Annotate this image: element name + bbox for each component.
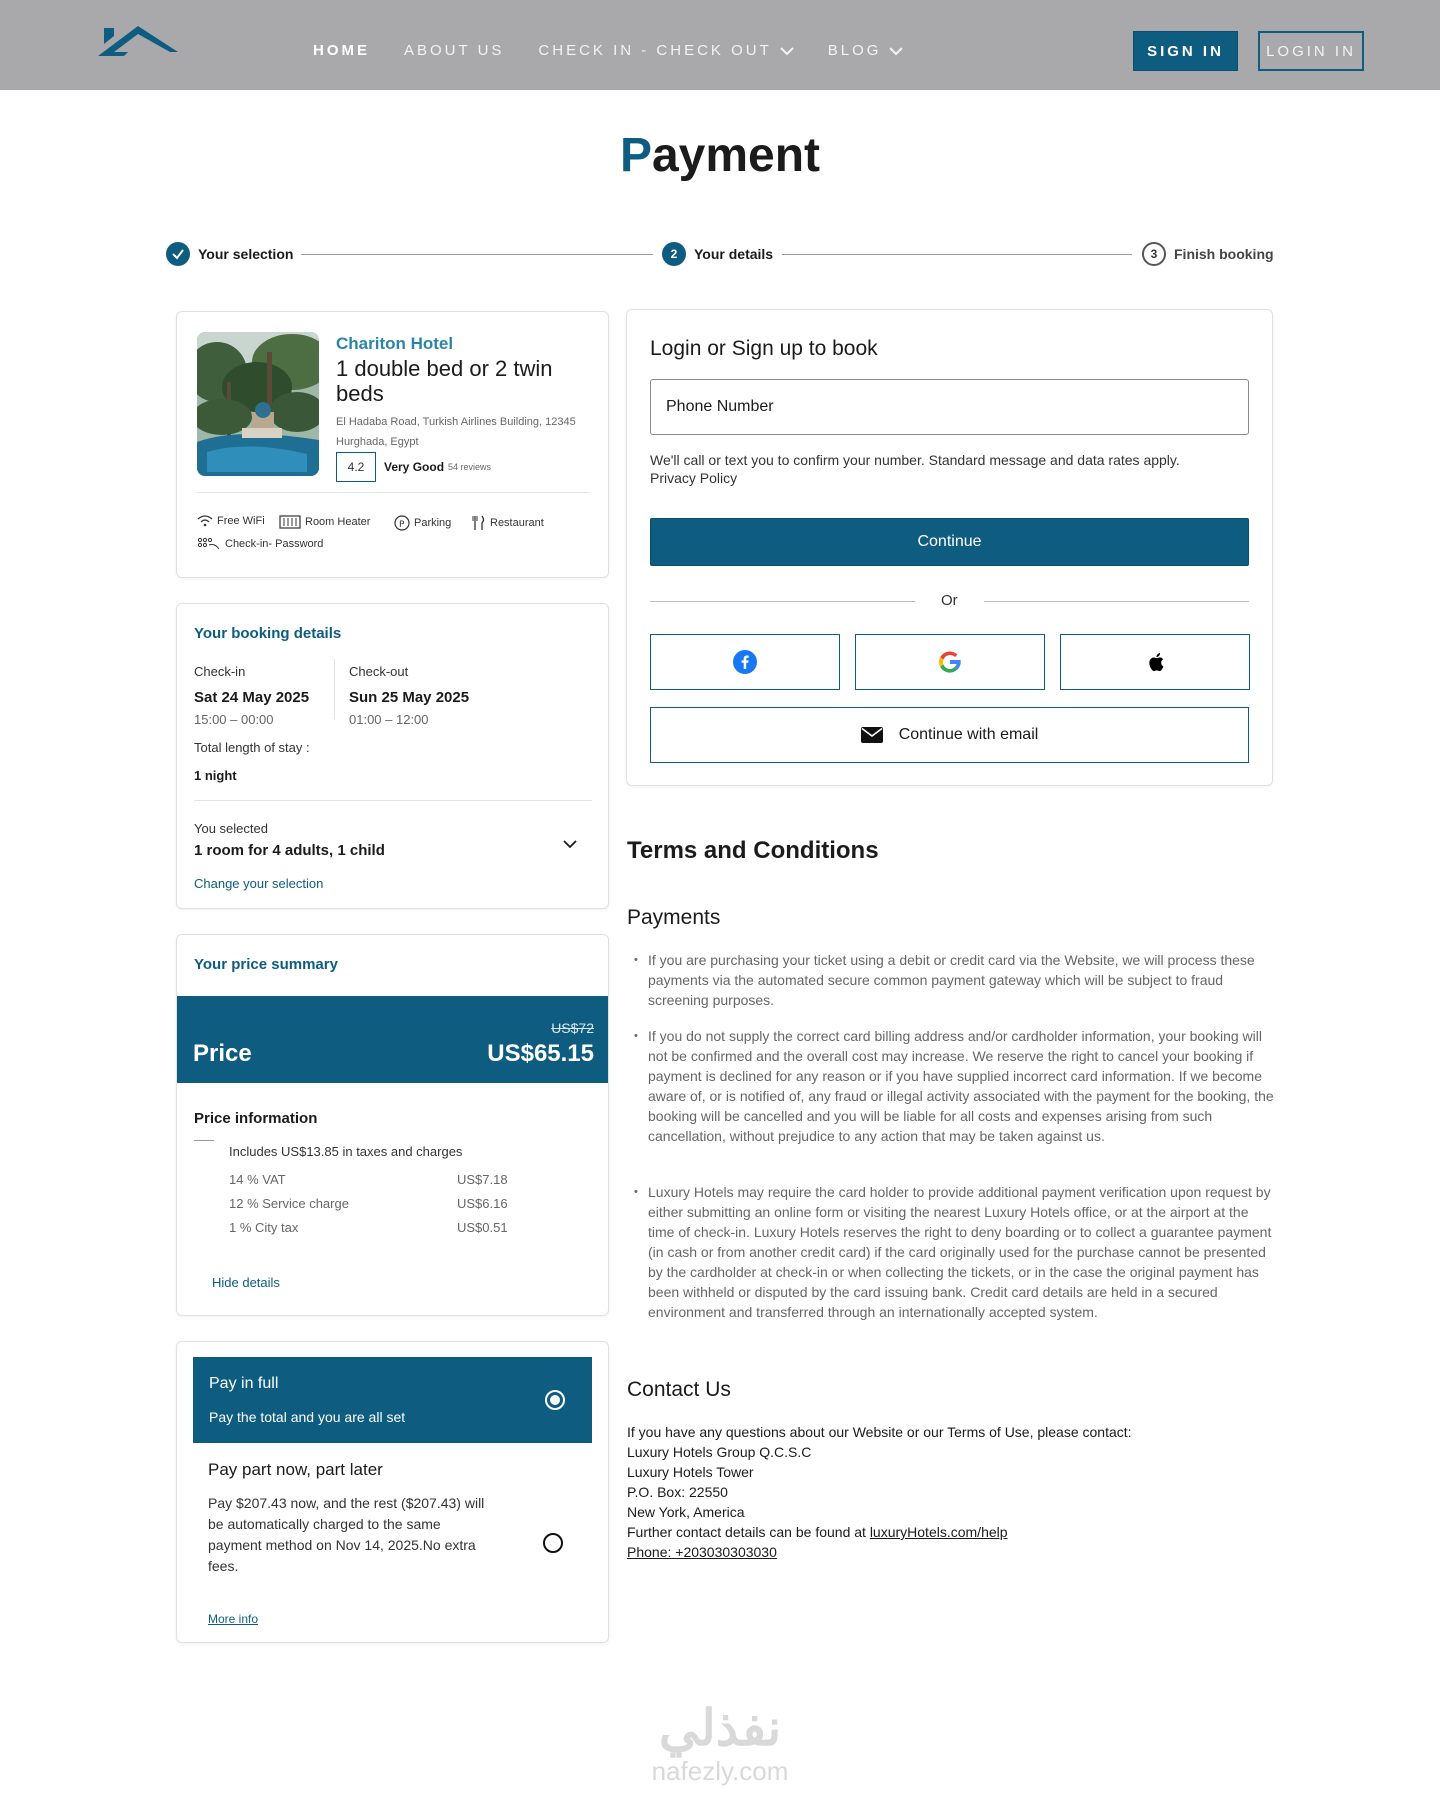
stay-length-label: Total length of stay : <box>194 740 310 755</box>
page-title <box>0 128 1440 183</box>
checkin-label: Check-in <box>194 664 246 679</box>
svg-text:P: P <box>399 520 405 530</box>
facebook-login-button[interactable] <box>650 634 840 690</box>
login-in-button[interactable]: LOGIN IN <box>1258 31 1364 71</box>
contact-line: If you have any questions about our Website or our Terms of Use, please contact: <box>627 1424 1132 1440</box>
original-price: US$72 <box>551 1020 594 1036</box>
chevron-down-icon[interactable] <box>562 838 578 850</box>
pay-full-desc: Pay the total and you are all set <box>209 1409 406 1425</box>
email-button-label: Continue with email <box>898 726 1039 743</box>
wifi-icon <box>197 515 213 527</box>
privacy-policy-link[interactable]: Privacy Policy <box>650 470 738 486</box>
terms-bullet <box>634 1026 1274 1146</box>
nav-about[interactable] <box>404 42 504 59</box>
change-selection-link[interactable]: Change your selection <box>194 876 324 891</box>
hide-details-link[interactable]: Hide details <box>212 1275 280 1290</box>
contact-line: Luxury Hotels Tower <box>627 1464 754 1480</box>
keypad-icon <box>197 537 221 551</box>
booking-details-card <box>176 603 609 909</box>
hotel-rating <box>336 452 491 482</box>
site-header <box>0 0 1440 90</box>
stay-length-value: 1 night <box>194 768 237 783</box>
hotel-card <box>176 311 609 578</box>
login-title: Login or Sign up to book <box>650 337 878 360</box>
page-title-rest: ayment <box>651 129 821 182</box>
amenity-room-heater <box>279 515 370 529</box>
google-login-button[interactable] <box>855 634 1045 690</box>
contact-line: Luxury Hotels Group Q.C.S.C <box>627 1444 812 1460</box>
terms-bullet <box>634 950 1274 1010</box>
checkout-time: 01:00 – 12:00 <box>349 712 429 727</box>
facebook-icon <box>733 650 757 674</box>
phone-number-input[interactable] <box>650 379 1249 435</box>
contact-line: New York, America <box>627 1504 745 1520</box>
step-your-selection[interactable] <box>166 242 293 266</box>
sign-in-button[interactable]: SIGN IN <box>1133 31 1238 71</box>
amenity-checkin-password <box>197 537 323 551</box>
envelope-icon <box>861 727 883 743</box>
main-nav <box>313 42 937 59</box>
apple-login-button[interactable] <box>1060 634 1250 690</box>
divider <box>984 601 1249 602</box>
price-line-amount: US$7.18 <box>457 1172 508 1187</box>
page-title-first-letter: P <box>619 129 652 182</box>
pay-later-desc: Pay $207.43 now, and the rest ($207.43) will be automatically charged to the same payment method on Nov 14, 2025.No extra fees. <box>208 1495 485 1574</box>
price-line <box>229 1172 509 1187</box>
step3-number: 3 <box>1142 242 1166 266</box>
price-line-name: 14 % VAT <box>229 1172 286 1187</box>
google-icon <box>939 651 961 673</box>
review-count: 54 reviews <box>448 462 492 472</box>
rating-score: 4.2 <box>336 452 376 482</box>
price-label: Price <box>193 1040 252 1067</box>
divider <box>650 601 915 602</box>
step3-label: Finish booking <box>1174 246 1274 262</box>
amenity-wifi <box>197 515 265 527</box>
payments-title: Payments <box>627 906 721 929</box>
price-summary-title: Your price summary <box>194 956 338 973</box>
pay-later-title[interactable]: Pay part now, part later <box>208 1460 383 1479</box>
booking-details-title: Your booking details <box>194 625 342 642</box>
or-label: Or <box>941 592 958 609</box>
step-finish-booking <box>1142 242 1274 266</box>
nav-checkin-label: CHECK IN - CHECK OUT <box>538 42 772 59</box>
contact-title: Contact Us <box>627 1378 731 1401</box>
nav-about-label: ABOUT US <box>404 42 505 59</box>
room-type: 1 double bed or 2 twin beds <box>336 356 553 406</box>
price-line-name: 12 % Service charge <box>229 1196 349 1211</box>
chevron-down-icon <box>780 46 794 56</box>
watermark-latin: nafezly.com <box>651 1756 789 1786</box>
apple-icon <box>1145 651 1165 673</box>
nav-blog[interactable] <box>828 42 904 59</box>
login-note-text: We'll call or text you to confirm your number. Standard message and data rates apply. <box>650 452 1180 468</box>
amenity-label: Check-in- Password <box>225 538 324 550</box>
check-icon <box>166 242 190 266</box>
terms-bullet-text: • Luxury Hotels may require the card holder to provide additional payment verification upon request by either submitting an online form or visiting the nearest Luxury Hotels office, or at the airport at the time of check-in. Luxury Hotels reserves the right to deny boarding or to collect a guarantee payment (in cash or from another credit card) if the card originally used for the purchase cannot be presented by the cardholder at check-in or when collecting the tickets, or in the case the original payment has been withheld or disputed by the card issuing bank. Credit card details are held in a secured environment and transferred through an internationally accepted system. <box>634 1182 1274 1322</box>
watermark <box>600 1700 840 1786</box>
taxes-included: Includes US$13.85 in taxes and charges <box>229 1144 463 1159</box>
help-link[interactable]: luxuryHotels.com/help <box>869 1524 1008 1540</box>
checkin-date: Sat 24 May 2025 <box>194 689 310 706</box>
rating-label: Very Good <box>384 460 445 474</box>
price-line <box>229 1196 509 1211</box>
payment-option-card <box>176 1341 609 1643</box>
parking-icon <box>394 515 410 531</box>
pay-full-radio[interactable] <box>545 1390 565 1410</box>
step-connector <box>301 254 653 255</box>
chevron-down-icon <box>889 46 903 56</box>
terms-bullet-text: • If you are purchasing your ticket using a debit or credit card via the Website, we will process these payments via the automated secure common payment gateway which will be subject to fraud screening purposes. <box>634 950 1274 1010</box>
divider <box>334 659 335 719</box>
step1-label: Your selection <box>198 246 294 262</box>
amenity-parking <box>394 515 451 531</box>
login-card <box>626 309 1273 786</box>
price-value: US$65.15 <box>487 1040 594 1067</box>
continue-button[interactable]: Continue <box>650 518 1249 566</box>
house-logo-icon[interactable] <box>94 22 182 58</box>
watermark-arabic: نفذلي <box>658 1700 782 1756</box>
divider <box>197 492 589 493</box>
price-line-name: 1 % City tax <box>229 1220 299 1235</box>
terms-bullet <box>634 1182 1274 1322</box>
pay-in-full-option[interactable] <box>193 1357 592 1443</box>
amenity-label: Room Heater <box>305 516 371 528</box>
contact-link-prefix: Further contact details can be found at <box>627 1524 870 1540</box>
hotel-photo <box>197 332 319 476</box>
amenity-label: Parking <box>414 517 452 529</box>
contact-line <box>627 1522 1267 1542</box>
contact-line: P.O. Box: 22550 <box>627 1484 728 1500</box>
step2-label: Your details <box>694 246 774 262</box>
selected-label: You selected <box>194 821 268 836</box>
checkout-date: Sun 25 May 2025 <box>349 689 470 706</box>
price-line <box>229 1220 509 1235</box>
hotel-address: El Hadaba Road, Turkish Airlines Building, 12345 Hurghada, Egypt <box>336 416 576 448</box>
nav-home-label: HOME <box>313 42 370 59</box>
more-info-link[interactable]: More info <box>208 1612 259 1626</box>
amenity-restaurant <box>472 515 544 531</box>
amenity-label: Free WiFi <box>217 515 265 527</box>
fork-knife-icon <box>472 515 486 531</box>
checkout-label: Check-out <box>349 664 409 679</box>
price-info-title: Price information <box>194 1110 318 1127</box>
step2-number: 2 <box>662 242 686 266</box>
amenity-label: Restaurant <box>490 517 544 529</box>
contact-block <box>627 1422 1267 1562</box>
price-line-amount: US$0.51 <box>457 1220 508 1235</box>
booking-stepper <box>166 242 1272 268</box>
checkin-time: 15:00 – 00:00 <box>194 712 274 727</box>
nav-checkin-checkout[interactable] <box>538 42 793 59</box>
price-line-amount: US$6.16 <box>457 1196 508 1211</box>
selected-value: 1 room for 4 adults, 1 child <box>194 842 385 859</box>
divider <box>194 1140 214 1141</box>
step-connector <box>782 254 1132 255</box>
terms-bullet-text: • If you do not supply the correct card billing address and/or cardholder information, your booking will not be confirmed and the overall cost may increase. We reserve the right to cancel your booking if payment is declined for any reason or if you have supplied incorrect card information. If we become aware of, or is notified of, any fraud or illegal activity associated with the payment for the booking, the booking will be cancelled and you will be liable for all costs and expenses arising from such cancellation, without prejudice to any action that may be taken against us. <box>634 1026 1274 1146</box>
login-note <box>650 451 1250 487</box>
divider <box>194 800 592 801</box>
continue-with-email-button[interactable] <box>650 707 1249 763</box>
nav-home[interactable] <box>313 42 370 59</box>
pay-later-radio[interactable] <box>543 1533 563 1553</box>
terms-title: Terms and Conditions <box>627 837 879 864</box>
nav-blog-label: BLOG <box>827 42 882 59</box>
price-band <box>177 996 608 1083</box>
hotel-name[interactable]: Chariton Hotel <box>336 334 454 353</box>
phone-link[interactable]: Phone: +203030303030 <box>627 1544 777 1560</box>
heater-icon <box>279 515 301 529</box>
price-summary-card <box>176 934 609 1316</box>
pay-full-title: Pay in full <box>209 1375 279 1392</box>
step-your-details <box>662 242 773 266</box>
